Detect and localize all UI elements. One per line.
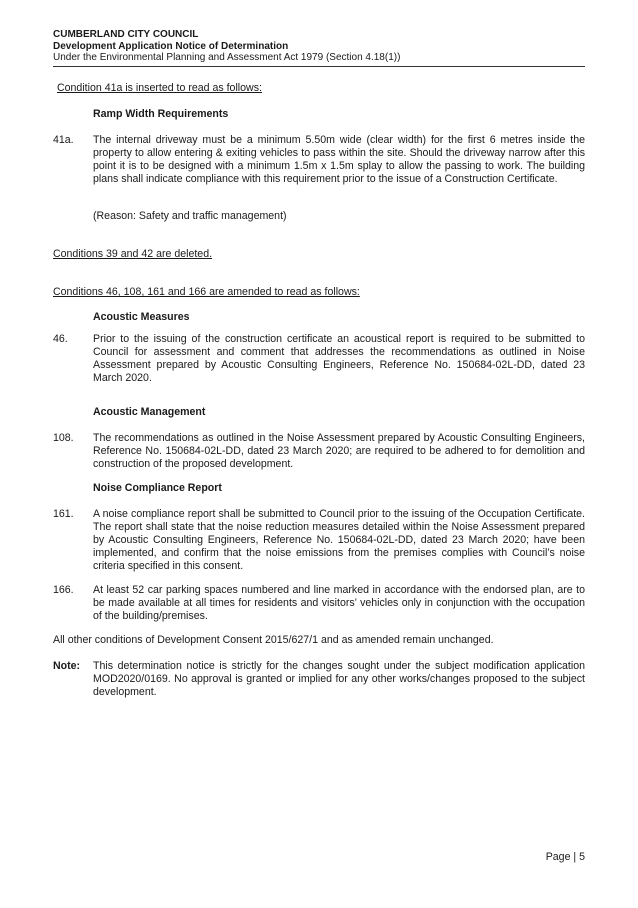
condition-108-number: 108. [53,432,74,444]
acoustic-measures-heading: Acoustic Measures [93,311,190,323]
condition-46-text: Prior to the issuing of the construction certificate an acoustical report is required to be submitted to Council for assessment and comment that addresses the recommendations as outlined in Noise Assessment prepared by Acoustic Consulting Engineers, Reference No. 150684-02L-DD, dated 23 March 2020. [93,333,585,384]
deleted-conditions: Conditions 39 and 42 are deleted. [53,248,213,260]
acoustic-management-heading: Acoustic Management [93,406,206,418]
page-header [53,29,585,67]
noise-compliance-heading: Noise Compliance Report [93,482,222,494]
condition-166-text: At least 52 car parking spaces numbered and line marked in accordance with the endorsed plan, are to be made available at all times for residents and visitors’ vehicles only in conjunction with the occupation of the building/premises. [93,584,585,622]
council-name: CUMBERLAND CITY COUNCIL [53,29,199,40]
ramp-width-heading: Ramp Width Requirements [93,108,229,120]
condition-161-number: 161. [53,508,74,520]
intro-41a: Condition 41a is inserted to read as follows: [57,82,262,94]
document-title: Development Application Notice of Determination [53,40,289,52]
condition-41a-text: The internal driveway must be a minimum 5.50m wide (clear width) for the first 6 metres inside the property to allow entering & exiting vehicles to pass within the site. Should the driveway narrow after this point it is to be designed with a minimum 1.5m x 1.5m splay to allow the passing to work. The building plans shall indicate compliance with this requirement prior to the issue of a Construction Certificate. [93,134,585,185]
condition-46-number: 46. [53,333,68,345]
page-number: Page | 5 [545,851,585,863]
note-text: This determination notice is strictly for the changes sought under the subject modification application MOD2020/0169. No approval is granted or implied for any other works/changes proposed to the subject development. [93,660,585,698]
note-label: Note: [53,660,81,672]
amended-conditions: Conditions 46, 108, 161 and 166 are amended to read as follows: [53,286,360,298]
condition-41a-reason: (Reason: Safety and traffic management) [93,210,287,222]
condition-108-text: The recommendations as outlined in the Noise Assessment prepared by Acoustic Consulting Engineers, Reference No. 150684-02L-DD, dated 23 March 2020; are required to be adhered to for demolition and construction of the proposed development. [93,432,585,470]
condition-161-text: A noise compliance report shall be submitted to Council prior to the issuing of the Occupation Certificate. The report shall state that the noise reduction measures detailed within the Noise Assessment prepared by Acoustic Consulting Engineers, Reference No. 150684-02L-DD, dated 23 March 2020; have been implemented, and confirm that the noise emissions from the premises complies with Council’s noise criteria specified in this consent. [93,508,585,572]
other-conditions-statement: All other conditions of Development Consent 2015/627/1 and as amended remain unchanged. [53,634,494,646]
act-reference: Under the Environmental Planning and Assessment Act 1979 (Section 4.18(1)) [53,52,401,63]
condition-166-number: 166. [53,584,74,596]
condition-41a-number: 41a. [53,134,74,146]
